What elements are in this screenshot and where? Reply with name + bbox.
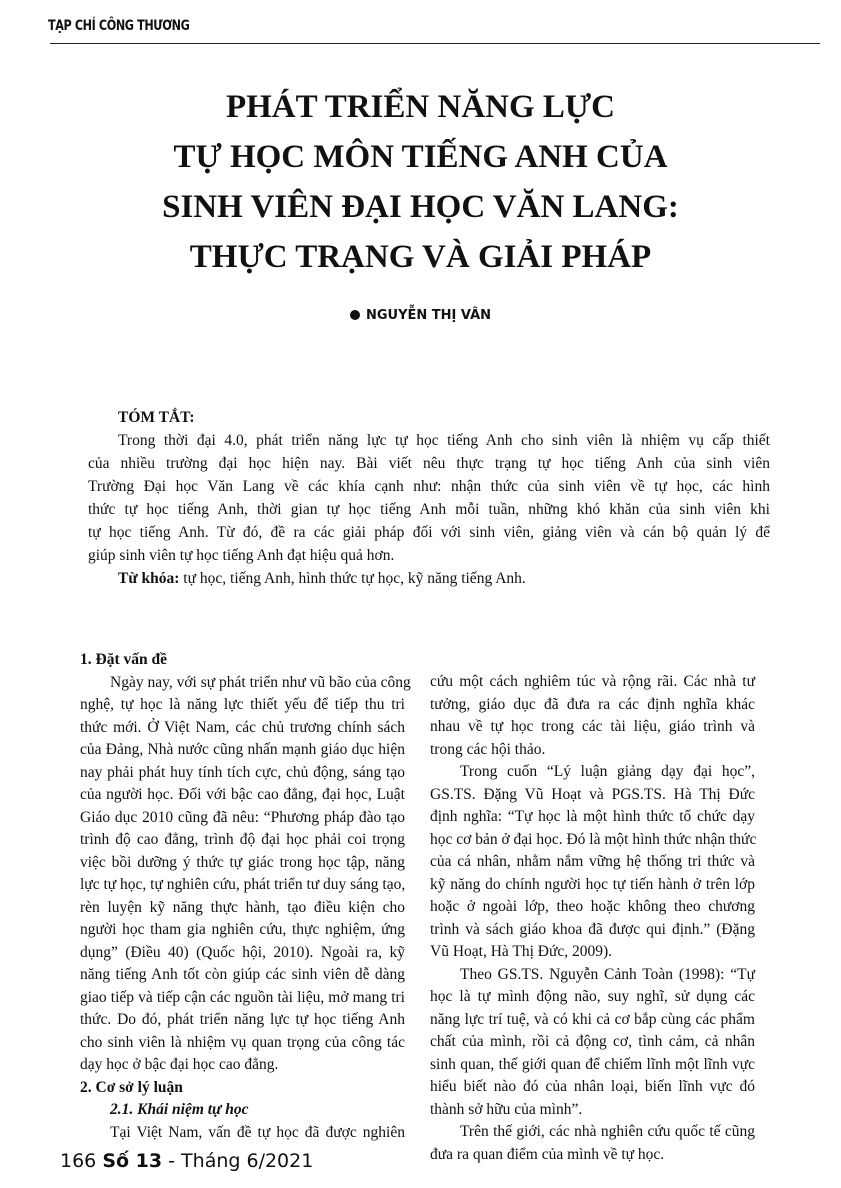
text-line: tự học tiếng Anh. Từ đó, đề ra các giải pháp đối với sinh viên, giảng viên và cán bộ quản lý để: [88, 524, 770, 541]
page-number: 166: [60, 1150, 97, 1172]
title-line: TỰ HỌC MÔN TIẾNG ANH CỦA: [173, 139, 668, 175]
text-line: của cá nhân, nhằm nắm vững hệ thống tri thức và: [430, 853, 755, 870]
text-line: năng tiếng Anh tốt còn giúp các sinh viên dễ dàng: [80, 966, 405, 983]
header-rule: [50, 43, 820, 44]
text-line: trình và sách giáo khoa đã được qui định.” (Đặng: [430, 920, 755, 938]
title-line: SINH VIÊN ĐẠI HỌC VĂN LANG:: [162, 189, 679, 225]
text-line: hoặc ở ngoài lớp, theo hoặc không theo chương: [430, 898, 755, 915]
text-line: Trong cuốn “Lý luận giảng dạy đại học”,: [460, 763, 755, 780]
text-line: thức. Do đó, phát triển năng lực tự học tiếng Anh: [80, 1011, 405, 1028]
text-line: của nhiều trường đại học hiện nay. Bài viết nêu thực trạng tự học tiếng Anh của sinh viên: [88, 455, 770, 472]
text-line: Trong thời đại 4.0, phát triển năng lực tự học tiếng Anh cho sinh viên là nhiệm vụ cấp thiết: [118, 432, 770, 449]
text-line: rèn luyện kỹ năng thực hành, tạo điều kiện cho: [80, 898, 405, 916]
text-line: cho sinh viên là nhiệm vụ quan trọng của công tác: [80, 1033, 405, 1051]
text-line: giúp sinh viên tự học tiếng Anh đạt hiệu quả hơn.: [88, 547, 395, 564]
text-line: chất của mình, rồi cả động cơ, tình cảm, cả nhân: [430, 1033, 755, 1050]
text-line: Theo GS.TS. Nguyễn Cảnh Toàn (1998): “Tự: [460, 965, 755, 983]
paragraph: [80, 1122, 405, 1145]
text-line: trong các hội thảo.: [430, 740, 546, 758]
text-line: giao tiếp và tiếp cận các nguồn tài liệu, mở mang tri: [80, 988, 405, 1006]
text-line: Giáo dục 2010 cũng đã nêu: “Phương pháp đào tạo: [80, 808, 405, 826]
text-line: định nghĩa: “Tự học là một hình thức tổ chức dạy: [430, 808, 755, 825]
keywords-text: tự học, tiếng Anh, hình thức tự học, kỹ năng tiếng Anh.: [179, 570, 526, 587]
text-line: Ngày nay, với sự phát triển như vũ bão của công: [110, 673, 411, 691]
abstract-heading: TÓM TẮT:: [118, 409, 195, 426]
text-line: nghệ, tự học là năng lực thiết yếu để tiếp thu tri: [80, 696, 405, 713]
paragraph: [430, 671, 755, 761]
text-line: kỹ năng do chính người học tự tiến hành ở trên lớp: [430, 875, 755, 893]
paragraph: [430, 1121, 755, 1166]
text-line: học là tự mình động não, suy nghĩ, sử dụng các: [430, 988, 755, 1005]
text-line: dạy học ở bậc đại học cao đẳng.: [80, 1056, 279, 1073]
text-line: Vũ Hoạt, Hà Thị Đức, 2009).: [430, 943, 613, 960]
text-line: thức tự học tiếng Anh, thời gian tự học tiếng Anh mỗi tuần, những khó khăn của sinh viên khi: [88, 501, 770, 518]
journal-name: TẠP CHÍ CÔNG THƯƠNG: [48, 18, 190, 34]
left-column: [80, 649, 411, 1144]
text-line: Trên thế giới, các nhà nghiên cứu quốc tế cũng: [460, 1123, 755, 1140]
text-line: Tại Việt Nam, vấn đề tự học đã được nghiên: [110, 1123, 405, 1141]
text-line: thành sở hữu của mình”.: [430, 1100, 583, 1118]
author-name: NGUYỄN THỊ VÂN: [365, 308, 492, 323]
text-line: hiểu biết nào đó của nhân loại, biến lĩnh vực đó: [430, 1078, 755, 1095]
text-line: nay phải phát huy tính tích cực, chủ động, sáng tạo: [80, 763, 405, 781]
text-line: lực tự học, tự nghiên cứu, phát triển tư duy sáng tạo,: [80, 876, 406, 893]
text-line: của Đảng, Nhà nước cũng nhấn mạnh giáo dục hiện: [80, 741, 405, 758]
right-column: [430, 671, 755, 1166]
abstract: [88, 406, 770, 590]
text-line: tưởng, giáo dục đã đưa ra các định nghĩa khác: [430, 695, 755, 713]
text-line: đưa ra quan điểm của mình về tự học.: [430, 1145, 665, 1163]
paragraph: [80, 672, 411, 1077]
text-line: của người học. Đối với bậc cao đẳng, đại học, Luật: [80, 786, 405, 803]
text-line: nhau về tự học trong các tài liệu, giáo trình và: [430, 718, 755, 735]
keywords: [88, 567, 770, 590]
section-heading: 1. Đặt vấn đề: [80, 651, 167, 668]
text-line: trình độ cao đẳng, trình độ đại học phải coi trọng: [80, 831, 405, 848]
paragraph: [430, 761, 755, 964]
paragraph: [430, 964, 755, 1122]
page-footer: [60, 1150, 313, 1172]
text-line: thức mới. Ở Việt Nam, các chủ trương chính sách: [80, 718, 405, 736]
issue-date: - Tháng 6/2021: [162, 1150, 314, 1172]
text-line: năng lực trí tuệ, và có khi cả cơ bắp cùng các phẩm: [430, 1010, 755, 1028]
text-line: học cơ bản ở đại học. Đó là một hình thức nhận thức: [430, 830, 757, 848]
text-line: cứu một cách nghiêm túc và rộng rãi. Các nhà tư: [430, 673, 755, 690]
bullet-icon: [350, 310, 360, 320]
text-line: việc bồi dưỡng ý thức tự giác trong học tập, năng: [80, 853, 405, 871]
title-line: THỰC TRẠNG VÀ GIẢI PHÁP: [189, 239, 652, 275]
section-heading: 2. Cơ sở lý luận: [80, 1078, 183, 1096]
text-line: dụng” (Điều 40) (Quốc hội, 2010). Ngoài ra, kỹ: [80, 943, 405, 961]
subsection-heading: 2.1. Khái niệm tự học: [110, 1101, 249, 1118]
article-title: [0, 82, 841, 282]
text-line: sinh quan, thế giới quan để chiếm lĩnh một lĩnh vực: [430, 1055, 755, 1073]
title-line: PHÁT TRIỂN NĂNG LỰC: [225, 89, 616, 125]
issue-number: Số 13: [102, 1150, 163, 1172]
author: [0, 308, 841, 323]
text-line: Trường Đại học Văn Lang về các khía cạnh như: nhận thức của sinh viên về tự học, các hình: [88, 478, 770, 495]
text-line: người học tham gia nghiên cứu, thực nghiệm, ứng: [80, 921, 405, 938]
text-line: GS.TS. Đặng Vũ Hoạt và PGS.TS. Hà Thị Đức: [430, 785, 755, 803]
keywords-label: Từ khóa:: [118, 570, 180, 587]
